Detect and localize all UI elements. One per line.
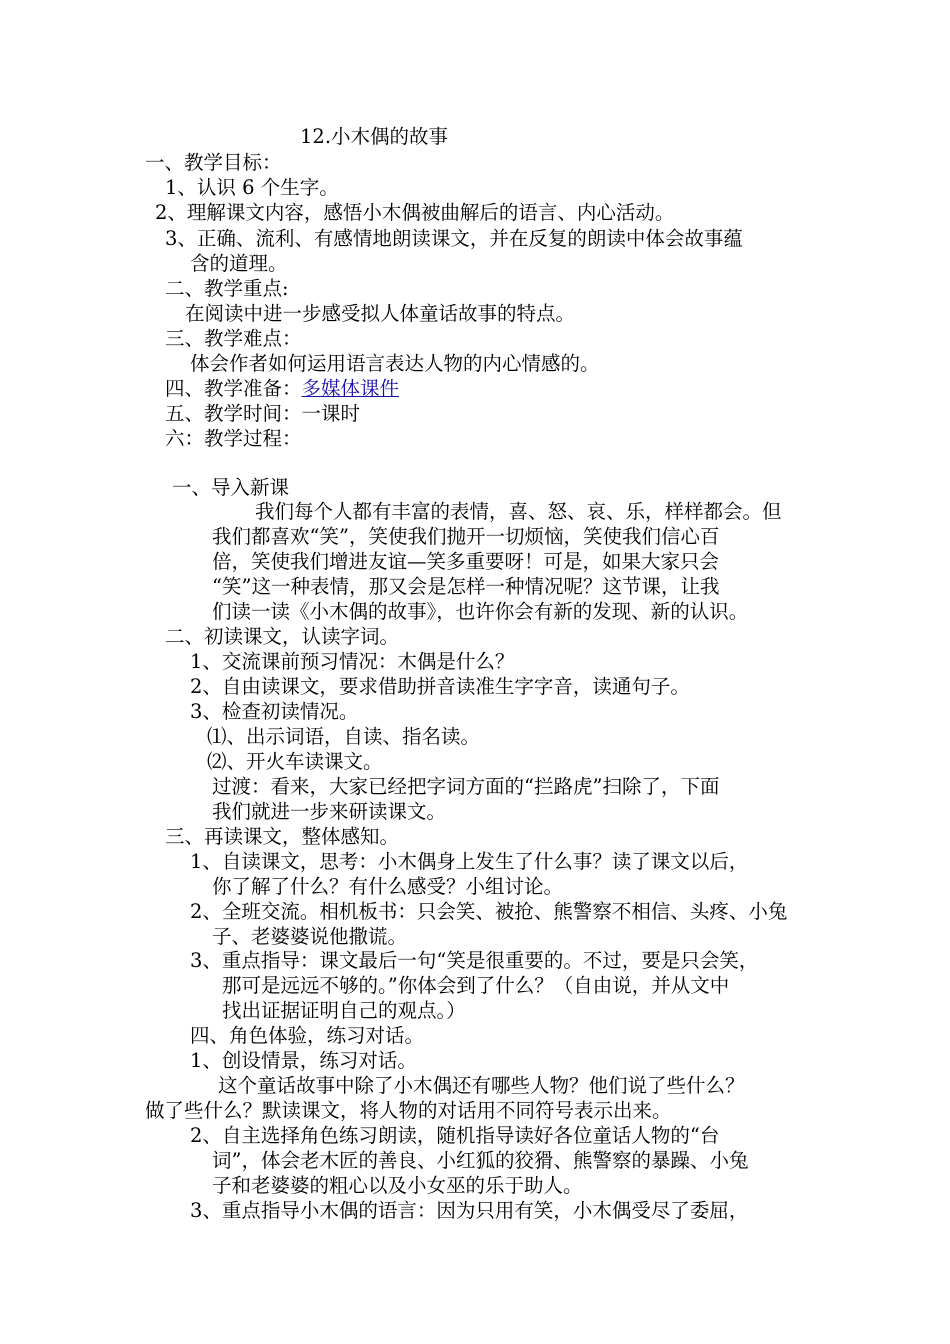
paragraph-line: 我们都喜欢“笑”，笑使我们抛开一切烦恼，笑使我们信心百 xyxy=(212,525,720,548)
document-title: 12.小木偶的故事 xyxy=(300,125,449,148)
objective-item-continued: 含的道理。 xyxy=(190,252,288,275)
difficulty-heading: 三、教学难点： xyxy=(165,327,302,350)
list-item: 1、创设情景，练习对话。 xyxy=(190,1049,417,1072)
objective-item: 1、认识 6 个生字。 xyxy=(165,176,339,199)
list-item-continued: 子和老婆婆的粗心以及小女巫的乐于助人。 xyxy=(212,1174,583,1197)
list-item-continued: 那可是远远不够的。”你体会到了什么？（自由说，并从文中 xyxy=(222,974,730,997)
paragraph-line: 倍，笑使我们增进友谊—笑多重要呀！可是，如果大家只会 xyxy=(212,550,720,573)
list-item: 1、交流课前预习情况：木偶是什么？ xyxy=(190,650,515,673)
paragraph-line: 过渡：看来，大家已经把字词方面的“拦路虎”扫除了，下面 xyxy=(212,775,720,798)
paragraph-line: “笑”这一种表情，那又会是怎样一种情况呢？这节课，让我 xyxy=(212,575,720,598)
paragraph-line: 我们每个人都有丰富的表情，喜、怒、哀、乐，样样都会。但 xyxy=(255,500,782,523)
paragraph-line: 们读一读《小木偶的故事》，也许你会有新的发现、新的认识。 xyxy=(212,600,749,623)
objective-item: 3、正确、流利、有感情地朗读课文，并在反复的朗读中体会故事蕴 xyxy=(165,227,743,250)
list-item-continued: 词”，体会老木匠的善良、小红狐的狡猾、熊警察的暴躁、小兔 xyxy=(212,1149,749,1172)
sub-list-item: ⑵、开火车读课文。 xyxy=(207,750,383,773)
process-heading: 六：教学过程： xyxy=(165,427,302,450)
key-points-text: 在阅读中进一步感受拟人体童话故事的特点。 xyxy=(185,302,576,325)
list-item-continued: 找出证据证明自己的观点。） xyxy=(222,999,466,1022)
paragraph-line: 做了些什么？默读课文，将人物的对话用不同符号表示出来。 xyxy=(145,1099,672,1122)
time-line: 五、教学时间：一课时 xyxy=(165,402,361,425)
paragraph-line: 我们就进一步来研读课文。 xyxy=(212,800,447,823)
paragraph-line: 这个童话故事中除了小木偶还有哪些人物？他们说了些什么？ xyxy=(218,1074,745,1097)
objective-item: 2、理解课文内容，感悟小木偶被曲解后的语言、内心活动。 xyxy=(155,201,675,224)
list-item: 2、自主选择角色练习朗读，随机指导读好各位童话人物的“台 xyxy=(190,1124,720,1147)
list-item-continued: 你了解了什么？有什么感受？小组讨论。 xyxy=(212,875,564,898)
preparation-label: 四、教学准备： xyxy=(165,377,302,400)
key-points-heading: 二、教学重点: xyxy=(165,277,289,300)
list-item: 2、全班交流。相机板书：只会笑、被抢、熊警察不相信、头疼、小兔 xyxy=(190,900,788,923)
list-item: 3、重点指导小木偶的语言：因为只用有笑，小木偶受尽了委屈， xyxy=(190,1199,749,1222)
list-item: 1、自读课文，思考：小木偶身上发生了什么事？读了课文以后， xyxy=(190,850,749,873)
list-item-continued: 子、老婆婆说他撒谎。 xyxy=(212,925,408,948)
sub-list-item: ⑴、出示词语，自读、指名读。 xyxy=(207,725,481,748)
preparation-line xyxy=(165,376,399,401)
objectives-heading: 一、教学目标： xyxy=(145,151,282,174)
section-heading: 一、导入新课 xyxy=(172,476,290,499)
difficulty-text: 体会作者如何运用语言表达人物的内心情感的。 xyxy=(190,352,600,375)
section-heading: 二、初读课文，认读字词。 xyxy=(165,625,400,648)
list-item: 3、检查初读情况。 xyxy=(190,700,359,723)
list-item: 2、自由读课文，要求借助拼音读准生字字音，读通句子。 xyxy=(190,675,690,698)
preparation-link[interactable]: 多媒体课件 xyxy=(301,377,400,400)
section-heading: 三、再读课文，整体感知。 xyxy=(165,825,400,848)
list-item: 3、重点指导：课文最后一句“笑是很重要的。不过，要是只会笑， xyxy=(190,949,759,972)
section-heading: 四、角色体验，练习对话。 xyxy=(190,1024,425,1047)
